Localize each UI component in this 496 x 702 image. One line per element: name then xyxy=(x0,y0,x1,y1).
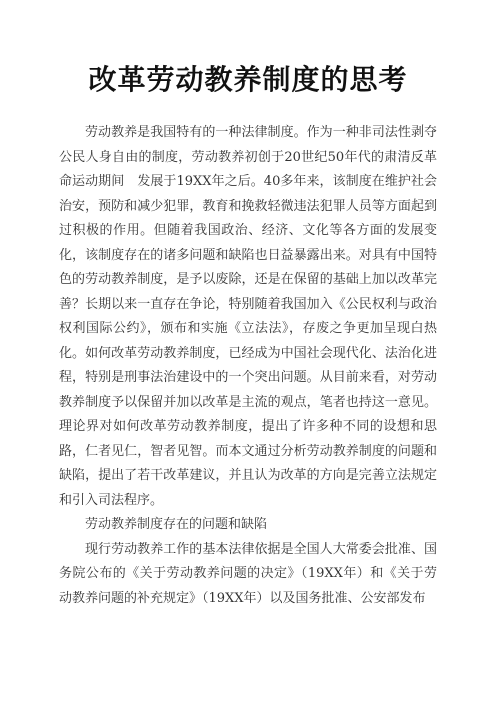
paragraph-intro: 劳动教养是我国特有的一种法律制度。作为一种非司法性剥夺公民人身自由的制度，劳动教养初创于20世纪50年代的肃清反革命运动期间 发展于19XX年之后。40多年来，该制度在维护社会治安，预防和减少犯罪，教育和挽救轻微违法犯罪人员等方面起到过积极的作用。但随着我国政治、经济、文化等各方面的发展变化，该制度存在的诸多问题和缺陷也日益暴露出来。对具有中国特色的劳动教养制度，是予以废除，还是在保留的基础上加以改革完善？长期以来一直存在争论，特别随着我国加入《公民权利与政治权利国际公约》，颁布和实施《立法法》，存废之争更加呈现白热化。如何改革劳动教养制度，已经成为中国社会现代化、法治化进程，特别是刑事法治建设中的一个突出问题。从目前来看，对劳动教养制度予以保留并加以改革是主流的观点，笔者也持这一意见。理论界对如何改革劳动教养制度，提出了许多种不同的设想和思路，仁者见仁，智者见智。而本文通过分析劳动教养制度的问题和缺陷，提出了若干改革建议，并且认为改革的方向是完善立法规定和引入司法程序。 xyxy=(59,125,437,508)
document-body xyxy=(59,121,437,611)
paragraph-legal-basis: 现行劳动教养工作的基本法律依据是全国人大常委会批准、国务院公布的《关于劳动教养问题的决定》（19XX年）和《关于劳动教养问题的补充规定》（19XX年）以及国务批准、公安部发布 xyxy=(59,541,437,606)
document-title: 改革劳动教养制度的思考 xyxy=(88,63,408,96)
section-heading: 劳动教养制度存在的问题和缺陷 xyxy=(85,517,268,532)
